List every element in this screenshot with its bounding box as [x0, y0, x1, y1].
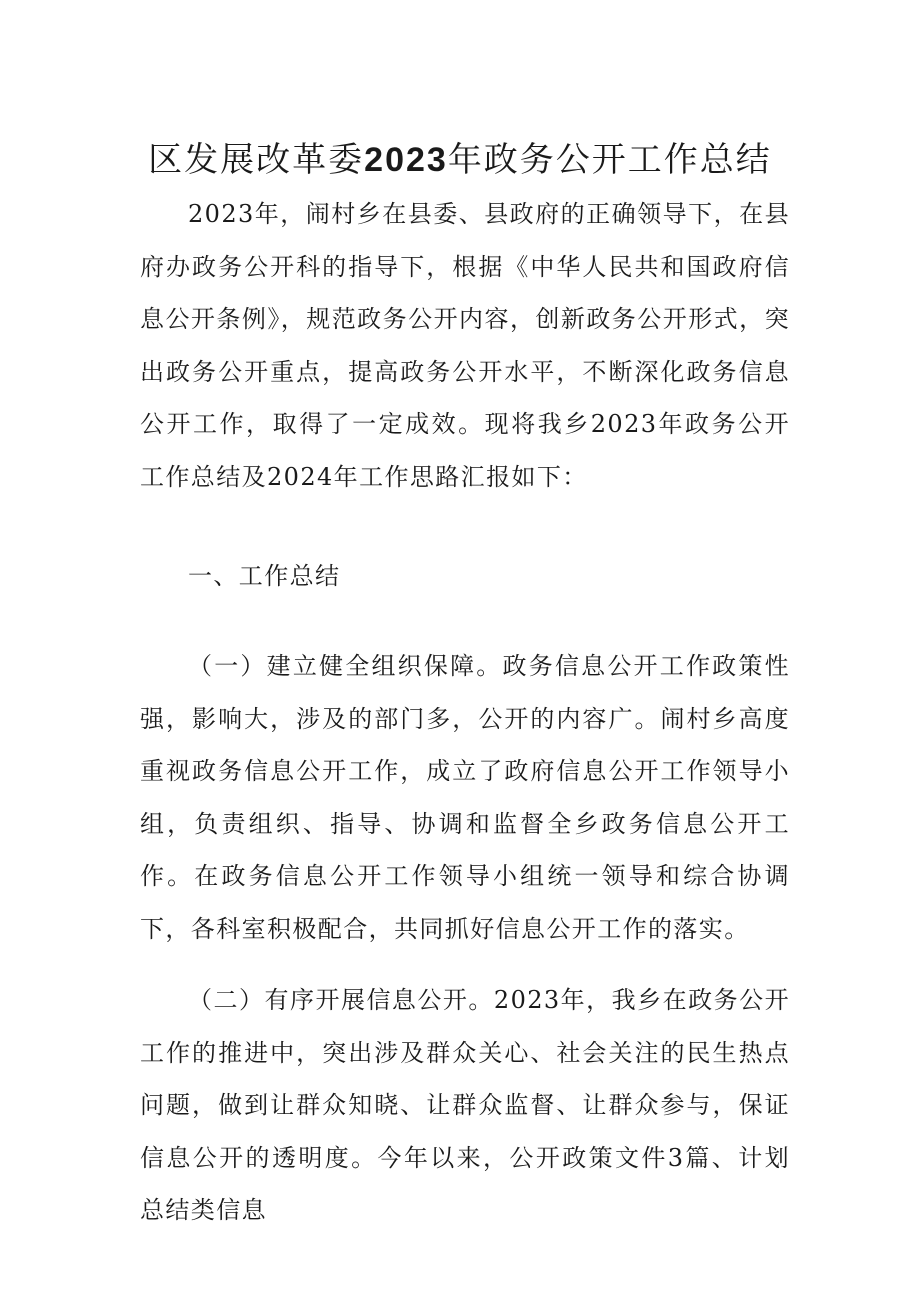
intro-paragraph: 2023年，闹村乡在县委、县政府的正确领导下，在县府办政务公开科的指导下，根据《中华人民共和国政府信息公开条例》，规范政务公开内容，创新政务公开形式，突出政务公开重点，提高政务公开水平，不断深化政务信息公开工作，取得了一定成效。现将我乡2023年政务公开工作总结及2024年工作思路汇报如下：	[140, 200, 790, 491]
paragraph-organization-guarantee: （一）建立健全组织保障。政务信息公开工作政策性强，影响大，涉及的部门多，公开的内容广。闹村乡高度重视政务信息公开工作，成立了政府信息公开工作领导小组，负责组织、指导、协调和监督全乡政务信息公开工作。在政务信息公开工作领导小组统一领导和综合协调下，各科室积极配合，共同抓好信息公开工作的落实。	[140, 652, 790, 943]
title-year: 2023	[364, 141, 448, 179]
document-title: 区发展改革委2023年政务公开工作总结	[148, 140, 772, 180]
paragraph-information-disclosure: （二）有序开展信息公开。2023年，我乡在政务公开工作的推进中，突出涉及群众关心、社会关注的民生热点问题，做到让群众知晓、让群众监督、让群众参与，保证信息公开的透明度。今年以来，公开政策文件3篇、计划总结类信息	[140, 986, 790, 1224]
section-heading-work-summary: 一、工作总结	[188, 562, 341, 590]
